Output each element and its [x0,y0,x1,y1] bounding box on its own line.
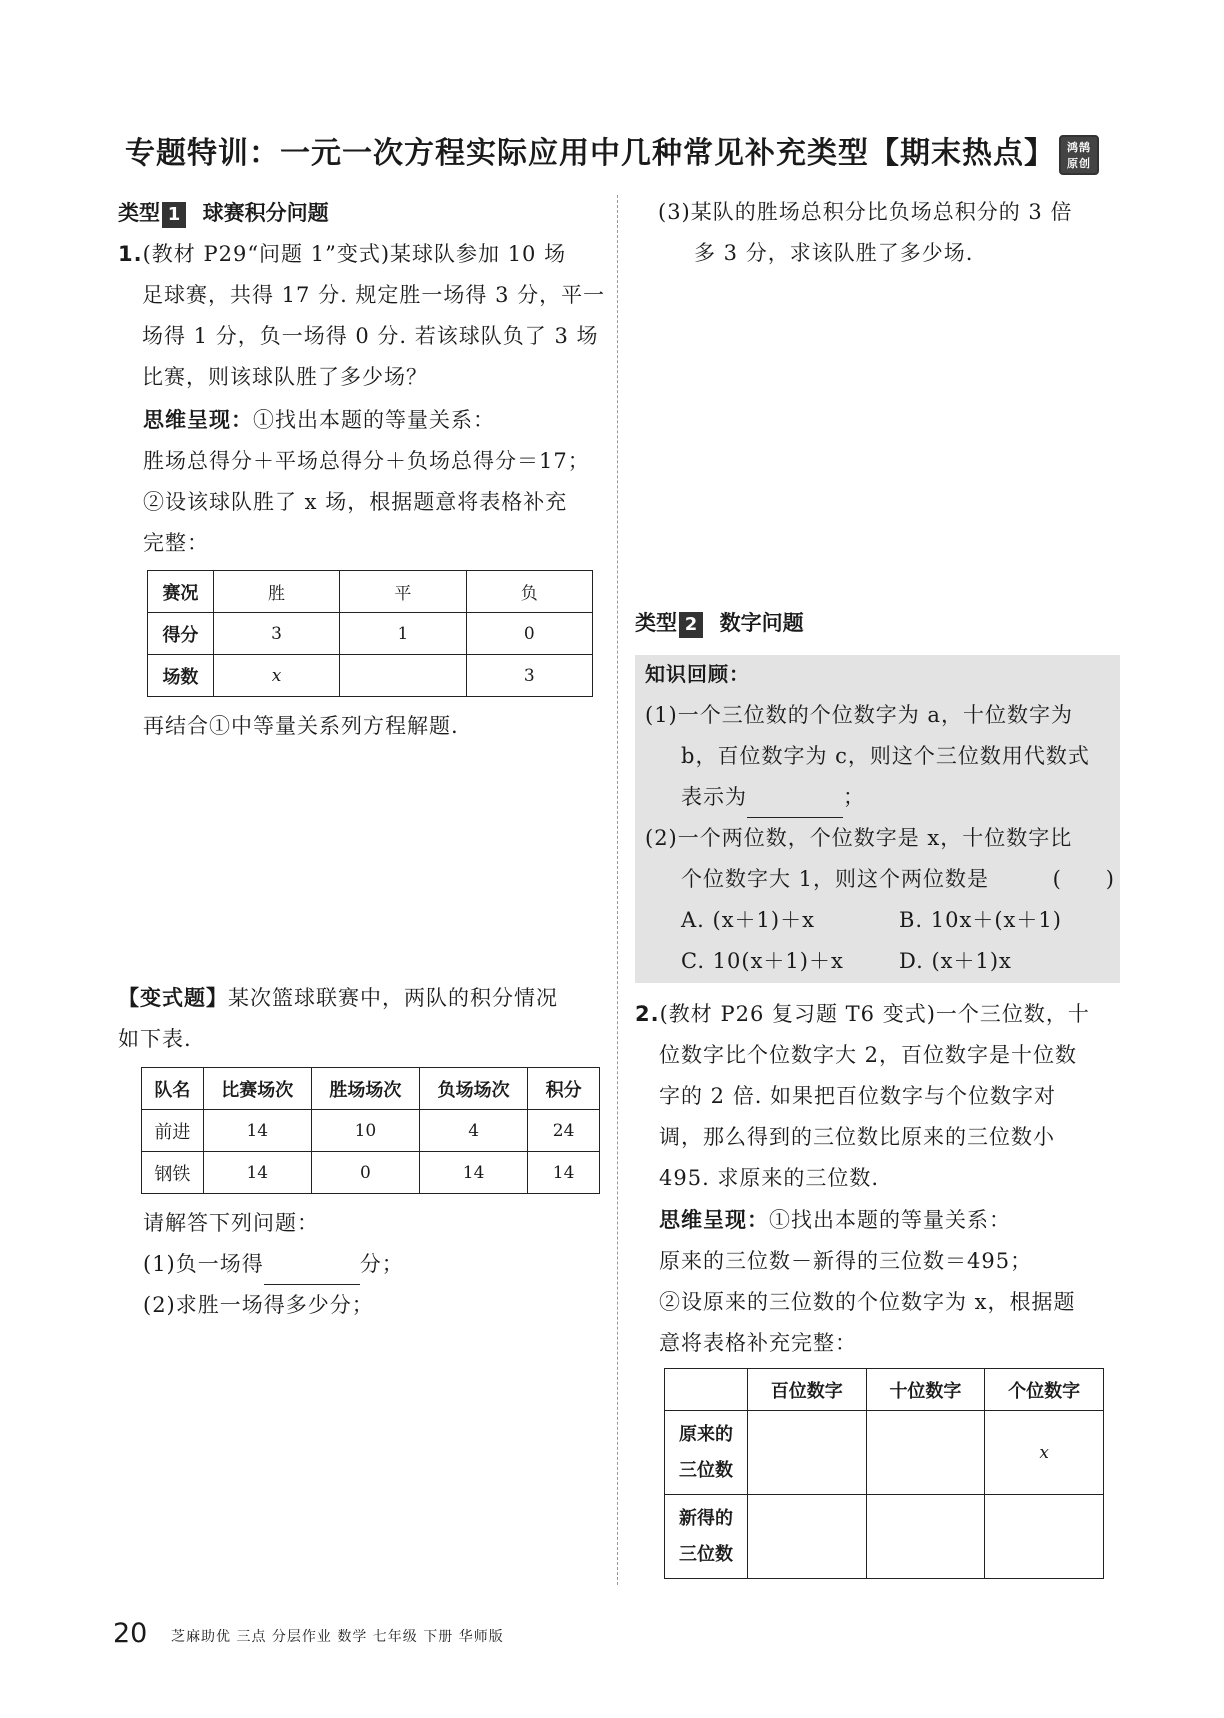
question-1-hint [143,400,613,564]
section-1-prefix: 类型 [118,201,160,225]
table-cell: x [213,655,339,697]
table-row [148,655,593,697]
table-cell-blank[interactable] [866,1495,985,1579]
hint-label: 思维呈现： [659,1208,769,1232]
table-header: 负 [466,571,592,613]
question-1-followup: 再结合①中等量关系列方程解题. [143,714,459,738]
knowledge-line: (1)一个三位数的个位数字为 a，十位数字为 [645,703,1073,727]
knowledge-line: 个位数字大 1，则这个两位数是 [681,867,990,891]
hint-label: 思维呈现： [143,408,253,432]
answer-blank[interactable] [264,1258,360,1285]
question-2-line: 位数字比个位数字大 2，百位数字是十位数 [659,1043,1078,1067]
row-label: 三位数 [678,1459,733,1481]
section-2-heading [635,607,804,638]
title-text: 专题特训：一元一次方程实际应用中几种常见补充类型【期末热点】 [125,136,1055,171]
table-row [142,1152,600,1194]
row-label: 得分 [148,613,214,655]
page-number: 20 [113,1618,148,1649]
hint-line: 完整： [143,531,209,555]
table-row [665,1495,1104,1579]
question-1-line: 足球赛，共得 17 分. 规定胜一场得 3 分，平一 [142,283,606,307]
table-cell-blank[interactable] [340,655,466,697]
question-2 [635,994,1125,1199]
hint-line: 意将表格补充完整： [659,1331,857,1355]
variant-table [141,1067,600,1194]
table-header [665,1369,748,1411]
question-2-table [664,1368,1104,1579]
hint-line: ②设原来的三位数的个位数字为 x，根据题 [659,1290,1076,1314]
table-cell: 14 [528,1152,600,1194]
option-d[interactable]: D. (x＋1)x [899,949,1012,973]
table-header: 负场场次 [420,1068,528,1110]
option-c[interactable]: C. 10(x＋1)＋x [681,949,844,973]
section-1-number: 1 [162,202,186,228]
table-cell: 14 [420,1152,528,1194]
table-header: 十位数字 [866,1369,985,1411]
sub-question-1-unit: 分； [359,1252,404,1276]
question-2-line: 调，那么得到的三位数比原来的三位数小 [659,1125,1055,1149]
knowledge-line: ； [843,785,865,809]
table-cell: 1 [340,613,466,655]
footer-text: 芝麻助优 三点 分层作业 数学 七年级 下册 华师版 [171,1629,504,1645]
row-label: 原来的 [678,1423,733,1445]
sub-question-2: (2)求胜一场得多少分； [143,1293,374,1317]
table-header: 个位数字 [985,1369,1104,1411]
table-row [142,1110,600,1152]
table-header: 赛况 [148,571,214,613]
table-cell: 24 [528,1110,600,1152]
table-header: 积分 [528,1068,600,1110]
variant-subquestions [143,1203,613,1326]
table-header: 比赛场次 [203,1068,311,1110]
hint-line: ①找出本题的等量关系： [253,408,495,432]
question-2-line: 495. 求原来的三位数. [659,1166,880,1190]
question-1 [118,234,608,398]
section-2-name: 数字问题 [719,611,804,635]
row-label: 新得的 [678,1507,733,1529]
logo-line-2: 原创 [1067,156,1091,170]
table-header: 胜场场次 [311,1068,419,1110]
question-1-line: 场得 1 分，负一场得 0 分. 若该球队负了 3 场 [142,324,599,348]
table-cell-blank[interactable] [747,1495,866,1579]
variant-prompt: 请解答下列问题： [143,1211,319,1235]
question-1-line: (教材 P29“问题 1”变式)某球队参加 10 场 [142,242,567,266]
knowledge-review [645,654,1115,982]
table-cell: 3 [213,613,339,655]
sub-question-3 [658,192,1128,274]
table-cell: 3 [466,655,592,697]
knowledge-line: 表示为 [681,785,747,809]
table-cell: x [985,1411,1104,1495]
table-cell-blank[interactable] [985,1495,1104,1579]
section-1-name: 球赛积分问题 [202,201,329,225]
question-1-table [147,570,593,697]
question-2-line: 字的 2 倍. 如果把百位数字与个位数字对 [659,1084,1057,1108]
table-cell-blank[interactable] [866,1411,985,1495]
publisher-logo-stamp [1059,135,1099,175]
knowledge-label: 知识回顾： [645,662,750,686]
variant-label: 【变式题】 [118,986,228,1010]
question-2-line: (教材 P26 复习题 T6 变式)一个三位数，十 [659,1002,1090,1026]
option-b[interactable]: B. 10x＋(x＋1) [899,908,1062,932]
table-cell: 10 [311,1110,419,1152]
section-2-prefix: 类型 [635,611,677,635]
question-2-hint [659,1200,1124,1364]
row-label: 三位数 [678,1543,733,1565]
table-header: 胜 [213,571,339,613]
section-2-number: 2 [679,612,703,638]
table-cell: 0 [466,613,592,655]
variant-line: 某次篮球联赛中，两队的积分情况 [228,986,558,1010]
knowledge-line: (2)一个两位数，个位数字是 x，十位数字比 [645,826,1073,850]
row-label: 场数 [148,655,214,697]
question-2-number: 2. [635,1002,660,1026]
answer-paren[interactable]: ( ) [1052,867,1115,891]
knowledge-line: b，百位数字为 c，则这个三位数用代数式 [681,744,1090,768]
answer-blank[interactable] [747,791,843,818]
logo-line-1: 鸿鹄 [1067,140,1091,154]
table-cell: 4 [420,1110,528,1152]
hint-line: 原来的三位数－新得的三位数＝495； [659,1249,1033,1273]
sub-question-3-line: (3)某队的胜场总积分比负场总积分的 3 倍 [658,200,1073,224]
table-cell-blank[interactable] [747,1411,866,1495]
section-1-heading [118,197,329,228]
table-row [665,1411,1104,1495]
sub-question-3-line: 多 3 分，求该队胜了多少场. [694,241,974,265]
table-header: 平 [340,571,466,613]
variant-question [118,978,608,1060]
column-divider [617,195,618,1585]
table-cell: 0 [311,1152,419,1194]
question-1-line: 比赛，则该球队胜了多少场？ [142,365,428,389]
question-1-number: 1. [118,242,143,266]
hint-line: ②设该球队胜了 x 场，根据题意将表格补充 [143,490,568,514]
table-header: 队名 [142,1068,204,1110]
page-title [0,128,1224,175]
hint-line: 胜场总得分＋平场总得分＋负场总得分＝17； [143,449,590,473]
table-cell: 14 [203,1152,311,1194]
table-row [148,613,593,655]
team-name: 钢铁 [142,1152,204,1194]
team-name: 前进 [142,1110,204,1152]
variant-line: 如下表. [118,1027,192,1051]
option-a[interactable]: A. (x＋1)＋x [681,908,815,932]
sub-question-1: (1)负一场得 [143,1252,264,1276]
table-cell: 14 [203,1110,311,1152]
hint-line: ①找出本题的等量关系： [769,1208,1011,1232]
table-header: 百位数字 [747,1369,866,1411]
